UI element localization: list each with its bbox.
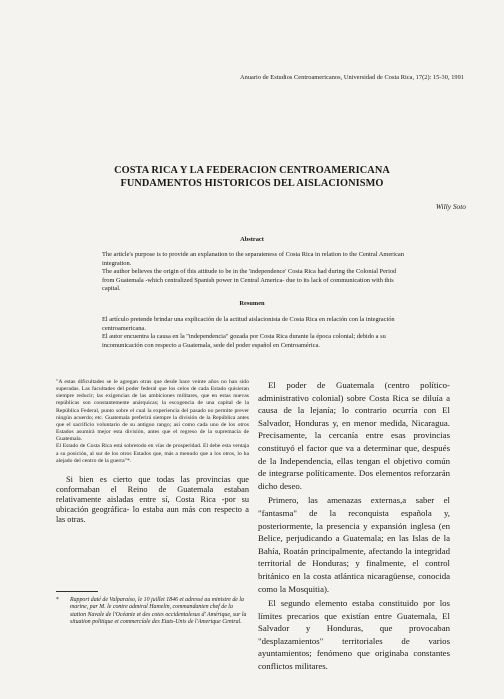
quote-paragraph: El Estado de Costa Rica está sobretodo en vías de prosperidad. El debe esta ventaja a su posición, al sur de los otros Estados que, más a menudo que a los otros, lo ha alejado del centro de la guerra"*. [56,443,249,464]
footnote [56,597,248,626]
resumen-paragraph: El autor encuentra la causa en la "independencia" gozada por Costa Rica durante la época colonial; debido a su incomunicación con respecto a Guatemala, sede del poder español en Centroamérica. [102,333,386,349]
body-paragraph: El segundo elemento estaba constituido por los límites precarios que existían entre Guatemala, El Salvador y Honduras, que provocaban "desplazamientos" territoriales de varios ayuntamientos; fenómeno que originaba constantes conflictos militares. [258,598,450,672]
article-title [0,164,504,190]
title-line-1: COSTA RICA Y LA FEDERACION CENTROAMERICANA [114,165,390,176]
abstract-text [102,251,407,294]
abstract-paragraph: The article's purpose is to provide an explanation to the separateness of Costa Rica in relation to the Central American integration. [102,251,404,267]
right-column [258,379,450,675]
quote-paragraph: "A estas dificultades se le agregan otras que desde hace veinte años no han sido superadas. Las facultades del poder federal que los celos de cada Estado quisieran siempre reducir; las exigencias de las ambiciones militares, que en estas nuevas repúblicas son constantemente anárquicas; la escogencia de una capital de la República Federal, punto sobre el cual la experiencia del pasado no permite prever ningún acuerdo; etc. Guatemala preferirá siempre la división de la República antes que el sacrificio voluntario de su antiguo rango; así como cada uno de los otros Estados asumirá mejor esta división, antes que el regreso de la supremacía de Guatemala. [56,379,249,443]
author-name: Willy Soto [435,202,466,211]
resumen-text [102,316,407,350]
running-head: Anuario de Estudios Centroamericanos, Universidad de Costa Rica, 17(2): 15-30, 1991 [240,74,464,81]
title-line-2: FUNDAMENTOS HISTORICOS DEL AISLACIONISMO [120,178,384,189]
abstract-paragraph: The author believes the origin of this attitude to be in the 'independence' Costa Rica had during the Colonial Period from Guatemala -which centralized Spanish power in Central America- due to its lack of communication with this capital. [102,268,397,293]
body-paragraph: El poder de Guatemala (centro político-administrativo colonial) sobre Costa Rica se diluía a causa de la lejanía; lo contrario ocurría con El Salvador, Honduras y, en menor medida, Nicaragua. Precisamente, la cercanía entre esas provincias constituyó el factor que va a determinar que, después de la Independencia, ellas tengan el objetivo común de integrarse políticamente. Dos elementos reforzarán dicho deseo. [258,380,450,491]
body-paragraph: Si bien es cierto que todas las provincias que conformaban el Reino de Guatemala estaban relativamente aisladas entre sí, Costa Rica -por su ubicación geográfica- lo estaba aun más con respecto a las otras. [56,474,249,525]
resumen-heading: Resumen [239,300,265,307]
footnote-divider [56,591,98,592]
left-body-text [56,475,249,525]
abstract-heading: Abstract [240,236,264,243]
left-column [56,379,249,525]
right-body-text [258,379,450,673]
body-paragraph: Primero, las amenazas externas,a saber el "fantasma" de la reconquista española y, posteriormente, la presencia y expansión inglesa (en Belice, perjudicando a Guatemala; en las Islas de la Bahía, Roatán principalmente, afectando la integridad territorial de Honduras; y finalmente, el control británico en la costa atlántica nicaragüense, conocida como la Mosquitia). [258,495,450,594]
footnote-text: Rapport daté de Valparaíso, le 10 juillet 1846 et adressé au ministre de la marine, par M. le contre admiral Hamelin, commandanten chef de la station Navale de l'Océanie et des cotes occidentalesus d' Amérique, sur la situation politique et commercíale des Etats-Unis de l'Amerique Central. [70,597,247,625]
resumen-paragraph: El artículo pretende brindar una explicación de la actitud aislacionista de Costa Rica en relación con la integración centroamericana. [102,316,395,332]
epigraph-quote [56,379,249,465]
footnote-mark: * [56,597,59,603]
